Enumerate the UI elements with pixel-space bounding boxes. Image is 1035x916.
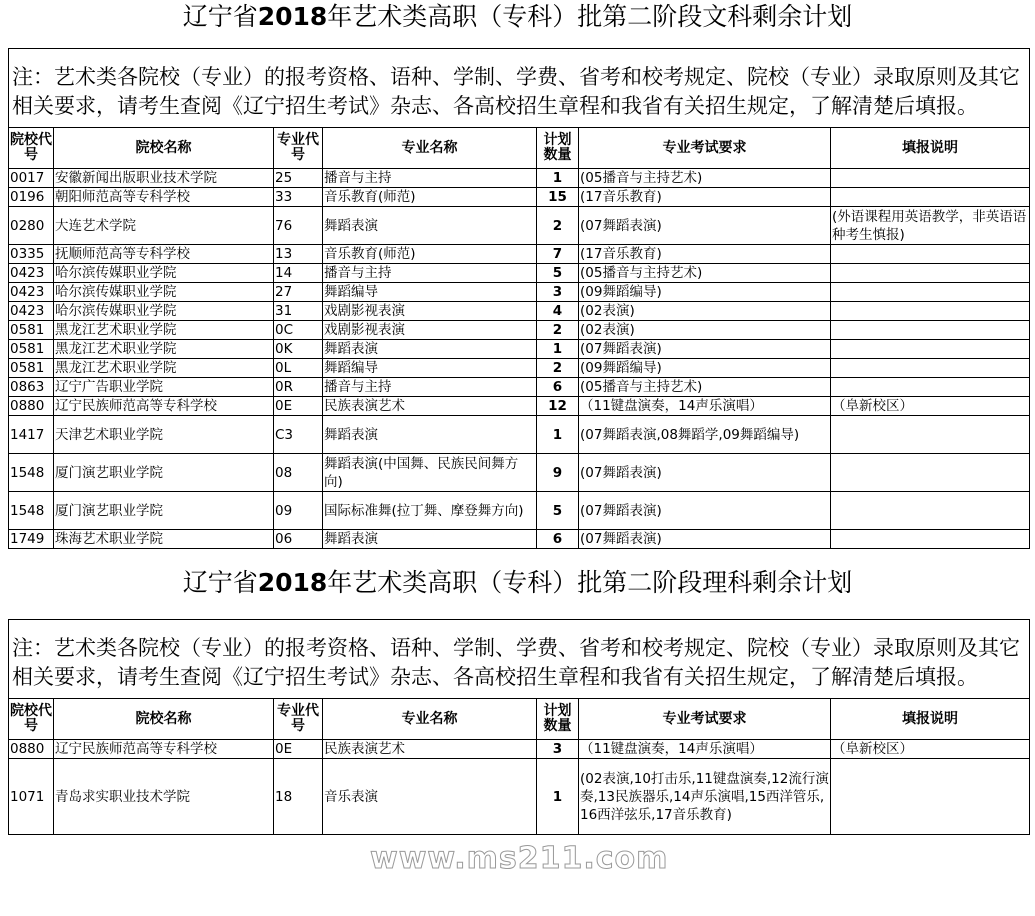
column-header: 计划数量 — [537, 699, 579, 740]
remark — [831, 264, 1030, 283]
exam-requirement: (17音乐教育) — [579, 245, 831, 264]
major-code: 33 — [274, 188, 323, 207]
note: 注：艺术类各院校（专业）的报考资格、语种、学制、学费、省考和校考规定、院校（专业）录取原则及其它相关要求，请考生查阅《辽宁招生考试》杂志、各高校招生章程和我省有关招生规定，了解清楚后填报。 — [9, 628, 1030, 699]
major-code: 31 — [274, 302, 323, 321]
plan-count: 12 — [537, 397, 579, 416]
major-code: 76 — [274, 207, 323, 245]
school-code: 0196 — [9, 188, 54, 207]
school-code: 1071 — [9, 759, 54, 835]
remark — [831, 321, 1030, 340]
table-row — [9, 321, 1030, 340]
exam-requirement: (02表演) — [579, 302, 831, 321]
table-row — [9, 416, 1030, 454]
school-code: 0423 — [9, 302, 54, 321]
table-row — [9, 188, 1030, 207]
school-name: 抚顺师范高等专科学校 — [54, 245, 274, 264]
major-code: C3 — [274, 416, 323, 454]
school-code: 1417 — [9, 416, 54, 454]
remark — [831, 245, 1030, 264]
exam-requirement: (09舞蹈编导) — [579, 283, 831, 302]
major-code: 27 — [274, 283, 323, 302]
school-name: 哈尔滨传媒职业学院 — [54, 264, 274, 283]
exam-requirement: (05播音与主持艺术) — [579, 264, 831, 283]
remark — [831, 454, 1030, 492]
major-code: 08 — [274, 454, 323, 492]
school-name: 厦门演艺职业学院 — [54, 454, 274, 492]
table-row — [9, 264, 1030, 283]
major-code: 13 — [274, 245, 323, 264]
exam-requirement: (07舞蹈表演) — [579, 454, 831, 492]
column-header: 院校名称 — [54, 699, 274, 740]
remark — [831, 378, 1030, 397]
exam-requirement: （11键盘演奏，14声乐演唱） — [579, 397, 831, 416]
remark — [831, 340, 1030, 359]
major-code: 0C — [274, 321, 323, 340]
column-header: 院校代号 — [9, 128, 54, 169]
major-name: 民族表演艺术 — [323, 740, 537, 759]
school-code: 0581 — [9, 340, 54, 359]
plan-count: 7 — [537, 245, 579, 264]
plan-count: 9 — [537, 454, 579, 492]
school-name: 青岛求实职业技术学院 — [54, 759, 274, 835]
column-header: 专业名称 — [323, 699, 537, 740]
exam-requirement: (07舞蹈表演) — [579, 207, 831, 245]
major-name: 民族表演艺术 — [323, 397, 537, 416]
plan-count: 1 — [537, 416, 579, 454]
major-code: 0E — [274, 397, 323, 416]
column-header: 院校名称 — [54, 128, 274, 169]
school-name: 辽宁广告职业学院 — [54, 378, 274, 397]
major-name: 戏剧影视表演 — [323, 302, 537, 321]
major-name: 舞蹈表演 — [323, 530, 537, 549]
major-code: 0E — [274, 740, 323, 759]
exam-requirement: （11键盘演奏，14声乐演唱） — [579, 740, 831, 759]
school-name: 朝阳师范高等专科学校 — [54, 188, 274, 207]
table-row — [9, 397, 1030, 416]
major-name: 播音与主持 — [323, 264, 537, 283]
school-name: 天津艺术职业学院 — [54, 416, 274, 454]
table-row — [9, 169, 1030, 188]
table-row — [9, 207, 1030, 245]
school-code: 0880 — [9, 740, 54, 759]
school-code: 0880 — [9, 397, 54, 416]
table-row — [9, 283, 1030, 302]
major-code: 0L — [274, 359, 323, 378]
exam-requirement: (07舞蹈表演) — [579, 530, 831, 549]
school-name: 安徽新闻出版职业技术学院 — [54, 169, 274, 188]
title-suffix: 年艺术类高职（专科）批第二阶段文科剩余计划 — [327, 2, 853, 31]
title-year: 2018 — [257, 2, 328, 31]
spacer — [9, 49, 1030, 58]
major-code: 0R — [274, 378, 323, 397]
school-name: 大连艺术学院 — [54, 207, 274, 245]
header-row — [9, 699, 1030, 740]
plan-count: 4 — [537, 302, 579, 321]
column-header: 填报说明 — [831, 128, 1030, 169]
remark — [831, 359, 1030, 378]
school-code: 0280 — [9, 207, 54, 245]
major-name: 舞蹈表演 — [323, 416, 537, 454]
remark — [831, 169, 1030, 188]
note: 注：艺术类各院校（专业）的报考资格、语种、学制、学费、省考和校考规定、院校（专业）录取原则及其它相关要求，请考生查阅《辽宁招生考试》杂志、各高校招生章程和我省有关招生规定，了解清楚后填报。 — [9, 57, 1030, 128]
major-code: 0K — [274, 340, 323, 359]
plan-count: 1 — [537, 340, 579, 359]
school-name: 辽宁民族师范高等专科学校 — [54, 740, 274, 759]
table-row — [9, 454, 1030, 492]
major-name: 舞蹈编导 — [323, 283, 537, 302]
title-suffix: 年艺术类高职（专科）批第二阶段理科剩余计划 — [327, 568, 853, 597]
school-code: 0581 — [9, 359, 54, 378]
column-header: 专业考试要求 — [579, 128, 831, 169]
major-name: 播音与主持 — [323, 169, 537, 188]
school-name: 黑龙江艺术职业学院 — [54, 340, 274, 359]
plan-count: 6 — [537, 530, 579, 549]
major-code: 09 — [274, 492, 323, 530]
plan-count: 1 — [537, 759, 579, 835]
school-code: 0423 — [9, 264, 54, 283]
section1-title — [0, 0, 1035, 33]
school-name: 辽宁民族师范高等专科学校 — [54, 397, 274, 416]
section1-table — [8, 48, 1030, 549]
school-name: 黑龙江艺术职业学院 — [54, 359, 274, 378]
school-code: 1548 — [9, 492, 54, 530]
plan-count: 3 — [537, 740, 579, 759]
table-row — [9, 530, 1030, 549]
header-row — [9, 128, 1030, 169]
spacer — [9, 620, 1030, 629]
remark: （阜新校区） — [831, 740, 1030, 759]
exam-requirement: (02表演,10打击乐,11键盘演奏,12流行演奏,13民族器乐,14声乐演唱,15西洋管乐,16西洋弦乐,17音乐教育) — [579, 759, 831, 835]
major-name: 音乐教育(师范) — [323, 245, 537, 264]
remark: (外语课程用英语教学，非英语语种考生慎报) — [831, 207, 1030, 245]
remark — [831, 188, 1030, 207]
column-header: 计划数量 — [537, 128, 579, 169]
column-header: 填报说明 — [831, 699, 1030, 740]
major-code: 18 — [274, 759, 323, 835]
exam-requirement: (09舞蹈编导) — [579, 359, 831, 378]
school-name: 哈尔滨传媒职业学院 — [54, 283, 274, 302]
remark — [831, 492, 1030, 530]
exam-requirement: (17音乐教育) — [579, 188, 831, 207]
exam-requirement: (07舞蹈表演) — [579, 492, 831, 530]
major-name: 音乐表演 — [323, 759, 537, 835]
exam-requirement: (05播音与主持艺术) — [579, 378, 831, 397]
exam-requirement: (05播音与主持艺术) — [579, 169, 831, 188]
column-header: 专业代号 — [274, 128, 323, 169]
major-code: 25 — [274, 169, 323, 188]
title-prefix: 辽宁省 — [182, 2, 258, 31]
plan-count: 2 — [537, 321, 579, 340]
title-year: 2018 — [257, 568, 328, 597]
table-row — [9, 359, 1030, 378]
school-code: 0863 — [9, 378, 54, 397]
plan-count: 1 — [537, 169, 579, 188]
title-prefix: 辽宁省 — [182, 568, 258, 597]
plan-count: 3 — [537, 283, 579, 302]
school-name: 哈尔滨传媒职业学院 — [54, 302, 274, 321]
remark — [831, 530, 1030, 549]
school-code: 1749 — [9, 530, 54, 549]
column-header: 院校代号 — [9, 699, 54, 740]
watermark: www.ms211.com — [370, 841, 669, 876]
plan-count: 2 — [537, 207, 579, 245]
table-row — [9, 245, 1030, 264]
major-name: 音乐教育(师范) — [323, 188, 537, 207]
exam-requirement: (07舞蹈表演,08舞蹈学,09舞蹈编导) — [579, 416, 831, 454]
plan-count: 6 — [537, 378, 579, 397]
table-row — [9, 302, 1030, 321]
major-name: 播音与主持 — [323, 378, 537, 397]
table-row — [9, 378, 1030, 397]
column-header: 专业考试要求 — [579, 699, 831, 740]
school-code: 0335 — [9, 245, 54, 264]
plan-count: 2 — [537, 359, 579, 378]
plan-count: 15 — [537, 188, 579, 207]
remark — [831, 302, 1030, 321]
school-code: 1548 — [9, 454, 54, 492]
major-name: 舞蹈表演 — [323, 340, 537, 359]
major-name: 舞蹈表演 — [323, 207, 537, 245]
major-name: 国际标准舞(拉丁舞、摩登舞方向) — [323, 492, 537, 530]
school-code: 0423 — [9, 283, 54, 302]
table-row — [9, 340, 1030, 359]
major-code: 06 — [274, 530, 323, 549]
major-name: 舞蹈表演(中国舞、民族民间舞方向) — [323, 454, 537, 492]
major-code: 14 — [274, 264, 323, 283]
remark — [831, 759, 1030, 835]
table-row — [9, 492, 1030, 530]
school-code: 0017 — [9, 169, 54, 188]
remark — [831, 283, 1030, 302]
column-header: 专业代号 — [274, 699, 323, 740]
table-row — [9, 740, 1030, 759]
table-row — [9, 759, 1030, 835]
section2-title — [0, 567, 1035, 599]
remark — [831, 416, 1030, 454]
plan-count: 5 — [537, 492, 579, 530]
school-code: 0581 — [9, 321, 54, 340]
column-header: 专业名称 — [323, 128, 537, 169]
plan-count: 5 — [537, 264, 579, 283]
exam-requirement: (07舞蹈表演) — [579, 340, 831, 359]
remark: （阜新校区） — [831, 397, 1030, 416]
major-name: 舞蹈编导 — [323, 359, 537, 378]
section2-table — [8, 619, 1030, 835]
exam-requirement: (02表演) — [579, 321, 831, 340]
school-name: 黑龙江艺术职业学院 — [54, 321, 274, 340]
major-name: 戏剧影视表演 — [323, 321, 537, 340]
school-name: 厦门演艺职业学院 — [54, 492, 274, 530]
school-name: 珠海艺术职业学院 — [54, 530, 274, 549]
